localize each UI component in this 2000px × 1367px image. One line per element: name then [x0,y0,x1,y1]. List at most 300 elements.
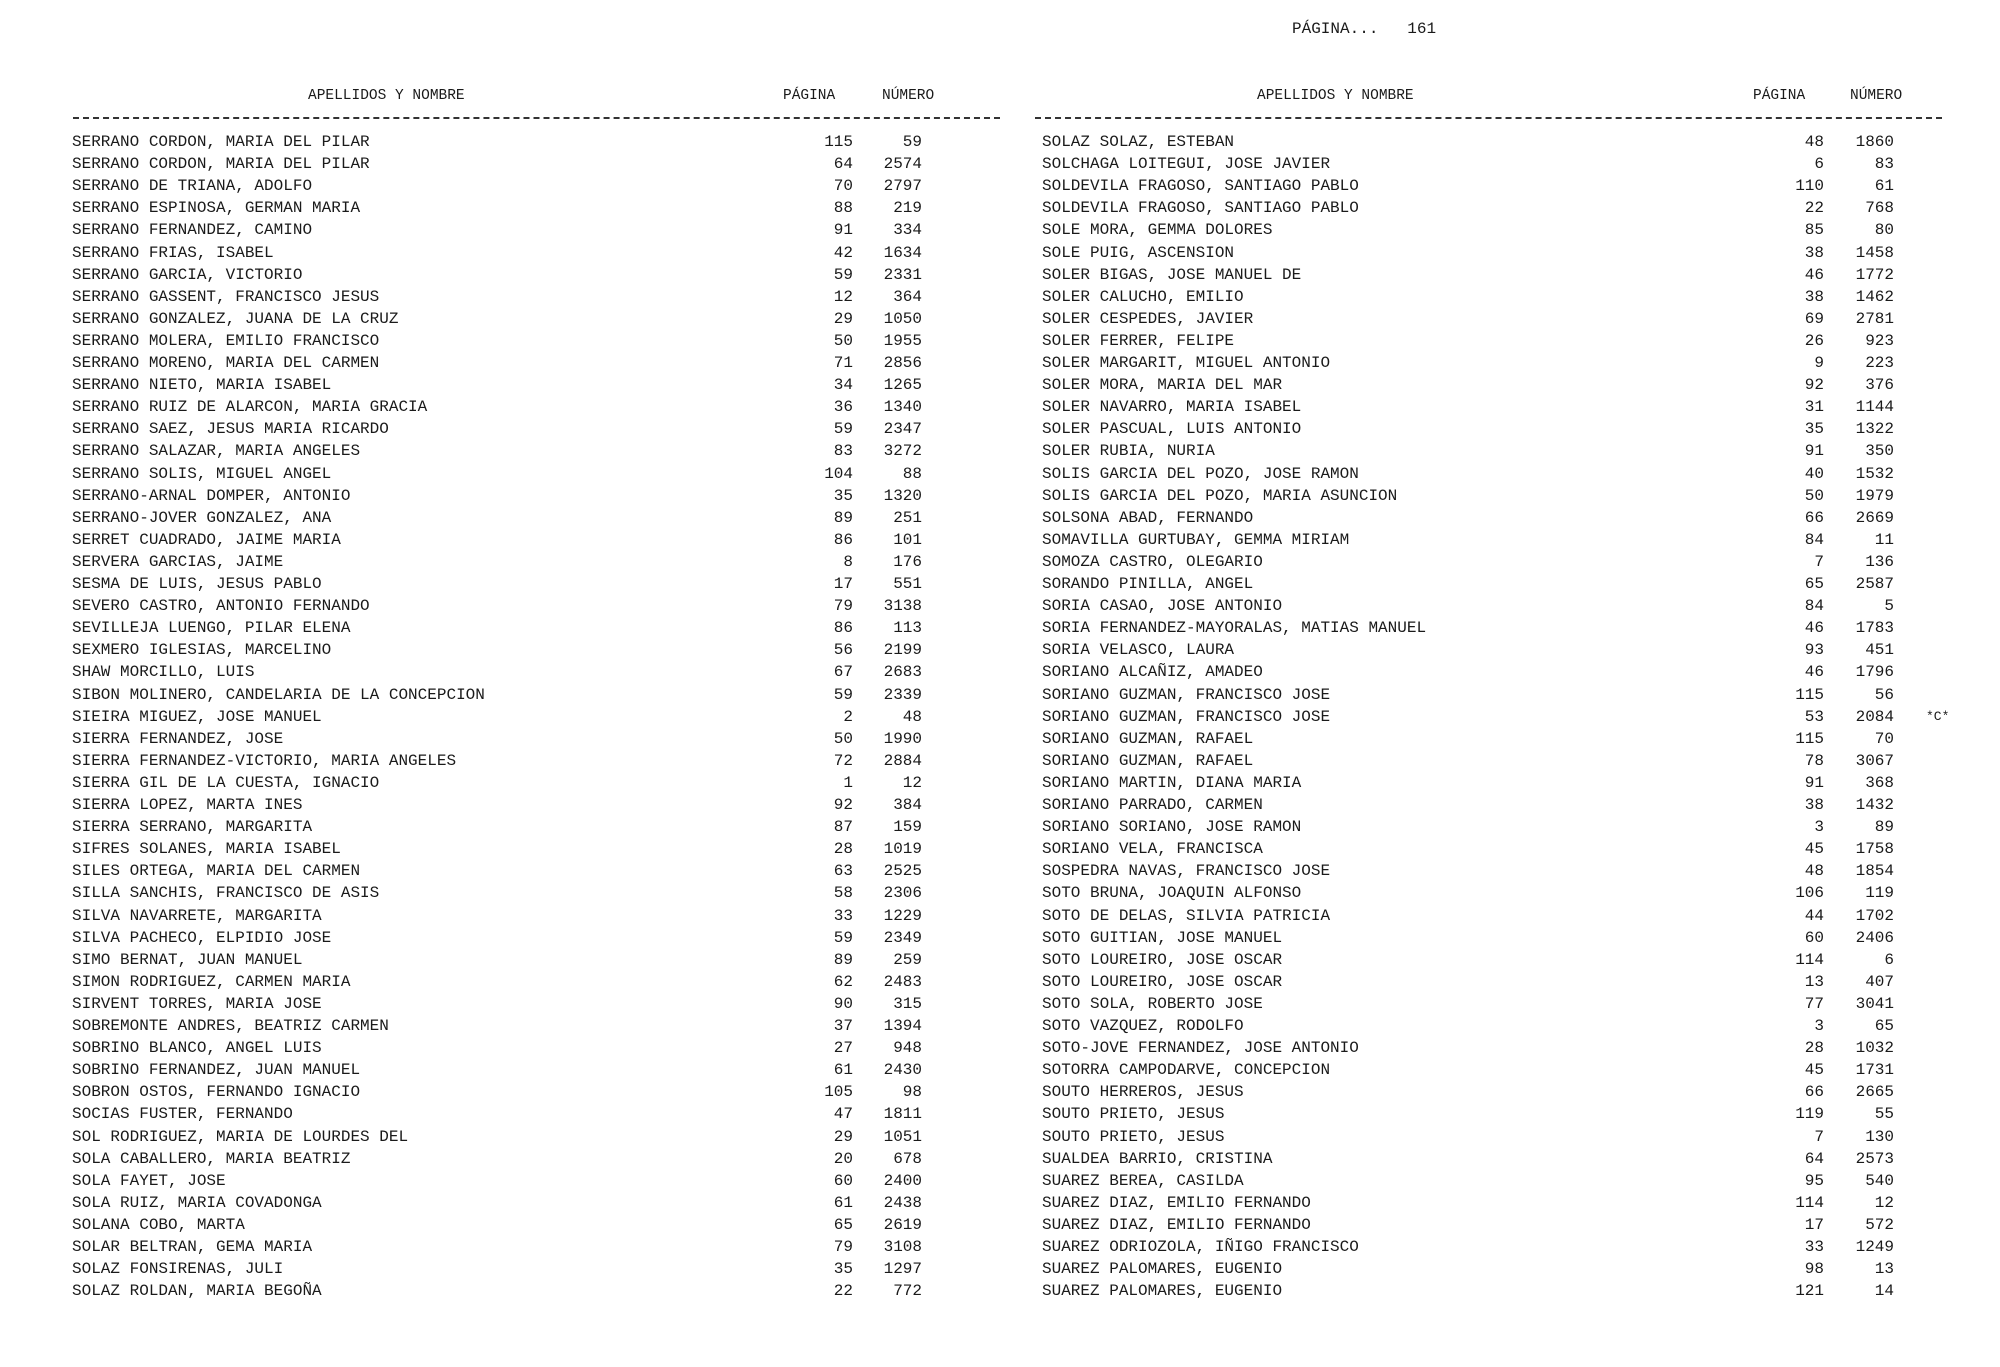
index-entry [72,1103,1032,1125]
entry-name: SOLAR BELTRAN, GEMA MARIA [72,1238,313,1256]
entry-number: 11 [1874,530,1894,549]
entry-number: 572 [1865,1215,1894,1234]
entry-number: 384 [893,796,922,814]
index-entry [72,440,1032,462]
index-entry [72,1148,1032,1170]
entry-name: SORIANO PARRADO, CARMEN [1042,796,1263,814]
index-entry [1042,1015,2000,1037]
entry-name: SOUTO PRIETO, JESUS [1042,1105,1225,1124]
entry-page: 37 [833,1017,853,1035]
entry-page: 53 [1804,707,1824,726]
entry-page: 78 [1804,751,1824,770]
entry-page: 92 [833,796,853,814]
entry-page: 67 [833,663,853,682]
entry-number: 113 [893,619,922,638]
index-entry [1042,639,2000,661]
entry-page: 58 [833,884,853,903]
entry-number: 89 [1874,818,1894,837]
index-entry [72,1280,1032,1302]
entry-number: 1731 [1855,1061,1894,1080]
entry-page: 35 [1804,420,1824,439]
entry-name: SORIANO GUZMAN, RAFAEL [1042,751,1254,770]
entry-page: 47 [833,1105,853,1124]
right-header-name: APELLIDOS Y NOMBRE [1257,88,1414,104]
entry-name: SERRANO NIETO, MARIA ISABEL [72,376,332,395]
entry-page: 61 [833,1061,853,1080]
entry-number: 159 [893,818,922,837]
entry-number: 2339 [883,685,922,704]
entry-page: 35 [833,486,853,505]
entry-name: SOTO-JOVE FERNANDEZ, JOSE ANTONIO [1042,1039,1359,1058]
entry-name: SUAREZ DIAZ, EMILIO FERNANDO [1042,1193,1311,1212]
index-entry [72,153,1032,175]
index-entry [72,971,1032,993]
entry-page: 2 [843,707,853,726]
entry-number: 12 [902,773,922,792]
entry-page: 45 [1804,840,1824,859]
entry-name: SORIA VELASCO, LAURA [1042,641,1235,660]
entry-number: 2683 [883,663,922,682]
entry-page: 50 [1804,486,1824,505]
entry-page: 86 [833,530,853,549]
entry-page: 3 [1814,1017,1824,1035]
entry-number: 83 [1874,155,1894,174]
entry-number: 176 [893,552,922,571]
entry-number: 923 [1865,331,1894,350]
entry-page: 77 [1804,994,1824,1013]
entry-number: 2781 [1855,309,1894,328]
entry-number: 2306 [883,884,922,903]
index-entry [1042,573,2000,595]
index-entry [72,286,1032,308]
entry-number: 3041 [1855,994,1894,1013]
entry-number: 2438 [883,1193,922,1212]
entry-page: 29 [833,1127,853,1146]
index-entry [1042,1280,2000,1302]
entry-page: 8 [843,552,853,571]
entry-page: 38 [1804,796,1824,814]
entry-page: 92 [1804,376,1824,395]
entry-page: 84 [1804,597,1824,616]
entry-page: 65 [833,1215,853,1234]
index-entry [72,617,1032,639]
entry-page: 121 [1795,1282,1824,1301]
entry-page: 50 [833,331,853,350]
entry-page: 7 [1814,552,1824,571]
index-entry [72,330,1032,352]
entry-name: SOBREMONTE ANDRES, BEATRIZ CARMEN [72,1017,389,1035]
entry-number: 3138 [883,597,922,616]
index-entry [1042,242,2000,264]
entry-number: 1249 [1855,1238,1894,1256]
entry-page: 98 [1804,1260,1824,1279]
index-entry [1042,661,2000,683]
entry-name: SERRANO GONZALEZ, JUANA DE LA CRUZ [72,309,399,328]
entry-number: 1458 [1855,243,1894,262]
entry-name: SOLE PUIG, ASCENSION [1042,243,1235,262]
entry-name: SILLA SANCHIS, FRANCISCO DE ASIS [72,884,380,903]
entry-name: SOLER MORA, MARIA DEL MAR [1042,376,1283,395]
index-entry [1042,993,2000,1015]
page-number-header [1292,20,1436,38]
entry-page: 86 [833,619,853,638]
entry-name: SILES ORTEGA, MARIA DEL CARMEN [72,862,361,881]
entry-number: 772 [893,1282,922,1301]
entry-name: SIMO BERNAT, JUAN MANUEL [72,950,303,969]
entry-page: 115 [1795,729,1824,748]
entry-name: SOTO BRUNA, JOAQUIN ALFONSO [1042,884,1302,903]
index-entry [1042,219,2000,241]
entry-number: 1320 [883,486,922,505]
index-entry [1042,706,2000,728]
entry-page: 59 [833,685,853,704]
entry-page: 87 [833,818,853,837]
entry-page: 59 [833,928,853,947]
entry-number: 2483 [883,972,922,991]
index-entry [1042,860,2000,882]
entry-page: 1 [843,773,853,792]
entry-number: 948 [893,1039,922,1058]
index-entry [1042,794,2000,816]
entry-name: SERRANO RUIZ DE ALARCON, MARIA GRACIA [72,398,428,417]
index-entry [72,463,1032,485]
entry-number: 1854 [1855,862,1894,881]
index-entry [1042,684,2000,706]
entry-name: SOLCHAGA LOITEGUI, JOSE JAVIER [1042,155,1331,174]
index-entry [1042,1170,2000,1192]
entry-name: SOLER MARGARIT, MIGUEL ANTONIO [1042,354,1331,372]
entry-page: 42 [833,243,853,262]
entry-number: 1532 [1855,464,1894,483]
entry-page: 66 [1804,508,1824,527]
entry-number: 2797 [883,177,922,196]
entry-name: SESMA DE LUIS, JESUS PABLO [72,575,322,593]
index-entry [72,175,1032,197]
entry-page: 62 [833,972,853,991]
entry-page: 38 [1804,287,1824,306]
entry-name: SERRANO GASSENT, FRANCISCO JESUS [72,287,380,306]
index-entry [1042,286,2000,308]
entry-name: SERRET CUADRADO, JAIME MARIA [72,530,341,549]
index-entry [1042,440,2000,462]
entry-number: 1019 [883,840,922,859]
entry-number: 368 [1865,773,1894,792]
index-entry [1042,463,2000,485]
entry-number: 1050 [883,309,922,328]
entry-number: 1394 [883,1017,922,1035]
entry-page: 83 [833,442,853,461]
entry-page: 7 [1814,1127,1824,1146]
entry-number: 2406 [1855,928,1894,947]
entry-name: SOLDEVILA FRAGOSO, SANTIAGO PABLO [1042,199,1359,218]
entry-page: 64 [1804,1149,1824,1168]
entry-name: SIERRA FERNANDEZ, JOSE [72,729,284,748]
entry-name: SILVA PACHECO, ELPIDIO JOSE [72,928,332,947]
entry-number: 259 [893,950,922,969]
entry-number: 56 [1874,685,1894,704]
entry-mark: *C* [1926,708,1950,724]
entry-number: 98 [902,1083,922,1102]
index-entry [1042,175,2000,197]
entry-page: 89 [833,508,853,527]
entry-page: 46 [1804,265,1824,284]
page-number: 161 [1407,20,1437,38]
index-entry [1042,772,2000,794]
index-entry [1042,882,2000,904]
entry-name: SORIANO GUZMAN, FRANCISCO JOSE [1042,685,1331,704]
index-entry [1042,728,2000,750]
entry-name: SOBRINO FERNANDEZ, JUAN MANUEL [72,1061,361,1080]
entry-number: 1322 [1855,420,1894,439]
entry-name: SIERRA SERRANO, MARGARITA [72,818,313,837]
entry-page: 79 [833,1238,853,1256]
entry-name: SORANDO PINILLA, ANGEL [1042,575,1254,593]
entry-number: 2669 [1855,508,1894,527]
entry-number: 251 [893,508,922,527]
entry-number: 88 [902,464,922,483]
entry-page: 93 [1804,641,1824,660]
index-entry [1042,1192,2000,1214]
index-entry [1042,816,2000,838]
index-entry [72,882,1032,904]
entry-name: SOLAZ FONSIRENAS, JULI [72,1260,284,1279]
entry-name: SOTO GUITIAN, JOSE MANUEL [1042,928,1283,947]
entry-number: 315 [893,994,922,1013]
entry-number: 119 [1865,884,1894,903]
entry-name: SIERRA LOPEZ, MARTA INES [72,796,303,814]
entry-number: 223 [1865,354,1894,372]
entry-number: 1297 [883,1260,922,1279]
entry-number: 101 [893,530,922,549]
entry-name: SOTO LOUREIRO, JOSE OSCAR [1042,950,1283,969]
entry-page: 60 [833,1171,853,1190]
entry-name: SERRANO DE TRIANA, ADOLFO [72,177,313,196]
index-entry [72,684,1032,706]
index-entry [72,595,1032,617]
index-entry [1042,330,2000,352]
entry-name: SOLSONA ABAD, FERNANDO [1042,508,1254,527]
left-header-divider [73,117,1000,119]
entry-page: 3 [1814,818,1824,837]
entry-number: 364 [893,287,922,306]
entry-number: 1758 [1855,840,1894,859]
entry-number: 678 [893,1149,922,1168]
entry-number: 1634 [883,243,922,262]
entry-page: 59 [833,420,853,439]
entry-page: 65 [1804,575,1824,593]
entry-page: 106 [1795,884,1824,903]
entry-name: SIEIRA MIGUEZ, JOSE MANUEL [72,707,322,726]
entry-page: 91 [833,221,853,240]
entry-name: SOLA FAYET, JOSE [72,1171,226,1190]
index-entry [72,197,1032,219]
entry-page: 28 [1804,1039,1824,1058]
index-entry [1042,949,2000,971]
entry-page: 40 [1804,464,1824,483]
entry-number: 2084 [1855,707,1894,726]
entry-name: SERVERA GARCIAS, JAIME [72,552,284,571]
entry-number: 1860 [1855,133,1894,151]
entry-name: SOLER CALUCHO, EMILIO [1042,287,1244,306]
entry-name: SERRANO-JOVER GONZALEZ, ANA [72,508,332,527]
entry-name: SERRANO SAEZ, JESUS MARIA RICARDO [72,420,389,439]
entry-number: 61 [1874,177,1894,196]
entry-page: 95 [1804,1171,1824,1190]
entry-number: 3108 [883,1238,922,1256]
entry-page: 13 [1804,972,1824,991]
entry-number: 5 [1884,597,1894,616]
index-entry [1042,1059,2000,1081]
entry-name: SOLER FERRER, FELIPE [1042,331,1235,350]
index-entry [72,750,1032,772]
index-entry [72,772,1032,794]
entry-name: SUAREZ ODRIOZOLA, IÑIGO FRANCISCO [1042,1238,1359,1256]
index-entry [72,949,1032,971]
entry-page: 27 [833,1039,853,1058]
entry-number: 540 [1865,1171,1894,1190]
entry-number: 3067 [1855,751,1894,770]
index-entry [1042,485,2000,507]
entry-page: 6 [1814,155,1824,174]
index-entry [1042,308,2000,330]
entry-number: 219 [893,199,922,218]
entry-name: SOMOZA CASTRO, OLEGARIO [1042,552,1263,571]
entry-name: SIBON MOLINERO, CANDELARIA DE LA CONCEPCION [72,685,485,704]
entry-page: 35 [833,1260,853,1279]
entry-name: SOLER PASCUAL, LUIS ANTONIO [1042,420,1302,439]
entry-page: 89 [833,950,853,969]
entry-number: 407 [1865,972,1894,991]
entry-number: 48 [902,707,922,726]
entry-page: 88 [833,199,853,218]
index-entry [72,308,1032,330]
entry-number: 2347 [883,420,922,439]
entry-name: SOUTO PRIETO, JESUS [1042,1127,1225,1146]
index-entry [72,551,1032,573]
entry-name: SERRANO-ARNAL DOMPER, ANTONIO [72,486,351,505]
entry-page: 115 [1795,685,1824,704]
entry-number: 2665 [1855,1083,1894,1102]
entry-name: SERRANO MORENO, MARIA DEL CARMEN [72,354,380,372]
index-entry [72,418,1032,440]
entry-name: SHAW MORCILLO, LUIS [72,663,255,682]
index-entry [72,507,1032,529]
entry-page: 66 [1804,1083,1824,1102]
entry-page: 91 [1804,773,1824,792]
index-entry [72,352,1032,374]
entry-page: 104 [824,464,853,483]
entry-number: 12 [1874,1193,1894,1212]
entry-page: 50 [833,729,853,748]
entry-name: SORIA CASAO, JOSE ANTONIO [1042,597,1283,616]
entry-name: SUAREZ BEREA, CASILDA [1042,1171,1244,1190]
index-entry [72,1192,1032,1214]
entry-number: 1462 [1855,287,1894,306]
index-entry [1042,1126,2000,1148]
entry-page: 70 [833,177,853,196]
index-entry [1042,264,2000,286]
entry-number: 2525 [883,862,922,881]
index-entry [72,242,1032,264]
entry-number: 551 [893,575,922,593]
entry-name: SUAREZ PALOMARES, EUGENIO [1042,1282,1283,1301]
index-entry [72,1170,1032,1192]
entry-number: 768 [1865,199,1894,218]
index-entry [1042,352,2000,374]
right-header-divider [1035,117,1942,119]
entry-name: SEVILLEJA LUENGO, PILAR ELENA [72,619,351,638]
index-entry [72,264,1032,286]
entry-number: 1340 [883,398,922,417]
entry-name: SERRANO ESPINOSA, GERMAN MARIA [72,199,361,218]
entry-number: 80 [1874,221,1894,240]
left-header-name: APELLIDOS Y NOMBRE [308,88,465,104]
entry-name: SIERRA FERNANDEZ-VICTORIO, MARIA ANGELES [72,751,457,770]
entry-name: SORIANO MARTIN, DIANA MARIA [1042,773,1302,792]
entry-page: 20 [833,1149,853,1168]
index-entry [72,1059,1032,1081]
entry-name: SOLANA COBO, MARTA [72,1215,245,1234]
entry-name: SERRANO FERNANDEZ, CAMINO [72,221,313,240]
index-entry [1042,507,2000,529]
entry-number: 1051 [883,1127,922,1146]
entry-page: 72 [833,751,853,770]
entry-name: SORIANO VELA, FRANCISCA [1042,840,1263,859]
entry-name: SORIANO SORIANO, JOSE RAMON [1042,818,1302,837]
index-entry [72,219,1032,241]
entry-number: 1432 [1855,796,1894,814]
entry-number: 2884 [883,751,922,770]
entry-number: 2856 [883,354,922,372]
entry-page: 114 [1795,1193,1824,1212]
entry-page: 26 [1804,331,1824,350]
entry-number: 2199 [883,641,922,660]
entry-number: 2573 [1855,1149,1894,1168]
entry-page: 33 [1804,1238,1824,1256]
index-entry [1042,131,2000,153]
index-entry [1042,838,2000,860]
entry-page: 59 [833,265,853,284]
entry-page: 71 [833,354,853,372]
entry-number: 3272 [883,442,922,461]
entry-page: 44 [1804,906,1824,925]
page-label: PÁGINA... [1292,20,1379,38]
index-entry [72,706,1032,728]
index-entry [1042,551,2000,573]
entry-page: 22 [833,1282,853,1301]
index-entry [1042,197,2000,219]
entry-page: 91 [1804,442,1824,461]
entry-number: 1955 [883,331,922,350]
entry-page: 85 [1804,221,1824,240]
index-entry [72,374,1032,396]
index-entry [1042,617,2000,639]
entry-page: 17 [1804,1215,1824,1234]
index-entry [72,1258,1032,1280]
entry-number: 65 [1874,1017,1894,1035]
entry-name: SERRANO CORDON, MARIA DEL PILAR [72,155,370,174]
entry-page: 114 [1795,950,1824,969]
entry-name: SORIANO GUZMAN, RAFAEL [1042,729,1254,748]
index-entry [1042,1103,2000,1125]
entry-name: SERRANO FRIAS, ISABEL [72,243,274,262]
entry-page: 12 [833,287,853,306]
index-entry [1042,1148,2000,1170]
index-entry [1042,595,2000,617]
index-entry [72,905,1032,927]
entry-name: SOTO DE DELAS, SILVIA PATRICIA [1042,906,1331,925]
entry-page: 56 [833,641,853,660]
